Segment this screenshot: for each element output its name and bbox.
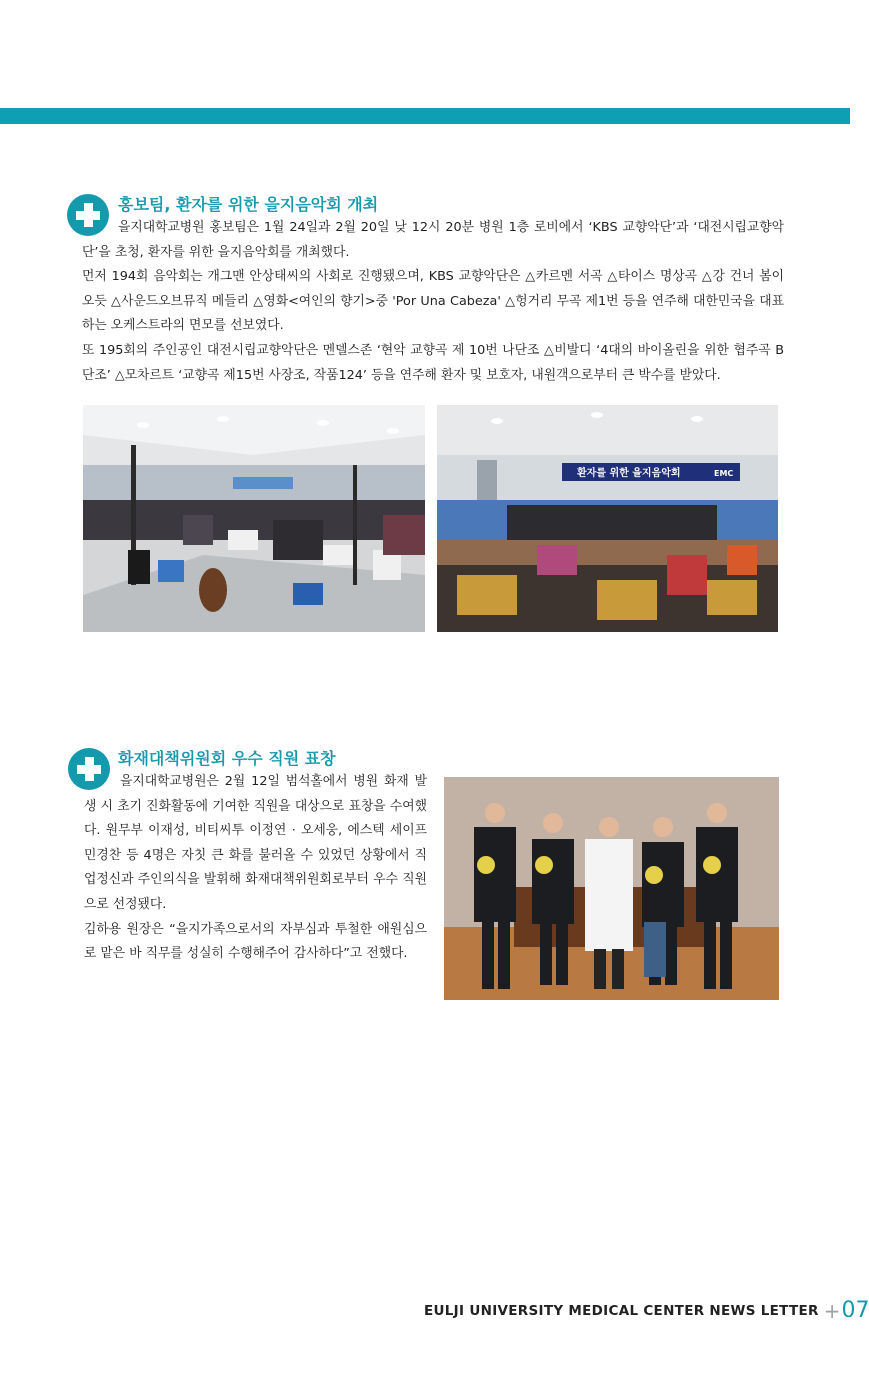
paragraph: 을지대학교병원 홍보팀은 1월 24일과 2월 20일 낮 12시 20분 병원 1층 로비에서 ‘KBS 교향악단’과 ‘대전시립교향악단’을 초청, 환자를 위한 을지음악회를 개최했다. <box>82 220 784 260</box>
concert-photo-banner <box>437 405 778 632</box>
section-title: 홍보팀, 환자를 위한 을지음악회 개최 <box>118 195 379 214</box>
paragraph: 또 195회의 주인공인 대전시립교향악단은 멘델스존 ‘현악 교향곡 제 10번 나단조 △비발디 ‘4대의 바이올린을 위한 협주곡 B단조’ △모차르트 ‘교향곡 제15번 사장조, 작품124’ 등을 연주해 환자 및 보호자, 내원객으로부터 큰 박수를 받았다. <box>82 342 784 383</box>
section-title: 화재대책위원회 우수 직원 표창 <box>118 749 336 768</box>
banner-logo: EMC <box>714 469 734 478</box>
concert-photo-lobby <box>83 405 425 632</box>
section-body <box>84 770 427 967</box>
footer <box>424 1298 869 1323</box>
paragraph: 을지대학교병원은 2월 12일 범석홀에서 병원 화재 발생 시 초기 진화활동에 기여한 직원을 대상으로 표창을 수여했다. 원무부 이재성, 비티씨투 이정연 · 오세웅, 에스텍 세이프 민경찬 등 4명은 자칫 큰 화를 불러올 수 있었던 상황에서 직업정신과 주인의식을 발휘해 화재대책위원회로부터 우수 직원으로 선정됐다. <box>84 774 427 912</box>
banner-text: 환자를 위한 을지음악회 <box>577 468 681 479</box>
footer-plus-icon: + <box>823 1298 841 1323</box>
award-ceremony-photo <box>444 777 779 1000</box>
section-body <box>82 216 784 388</box>
page-number: 07 <box>841 1298 869 1323</box>
newsletter-title: EULJI UNIVERSITY MEDICAL CENTER NEWS LETTER <box>424 1302 819 1319</box>
header-band <box>0 108 850 124</box>
paragraph: 먼저 194회 음악회는 개그맨 안상태씨의 사회로 진행됐으며, KBS 교향악단은 △카르멘 서곡 △타이스 명상곡 △강 건너 봄이 오듯 △사운드오브뮤직 메들리 △영화<여인의 향기>중 'Por Una Cabeza' △헝거리 무곡 제1번 등을 연주해 대한민국을 대표하는 오케스트라의 면모를 선보였다. <box>82 269 784 334</box>
paragraph: 김하용 원장은 “을지가족으로서의 자부심과 투철한 애원심으로 맡은 바 직무를 성실히 수행해주어 감사하다”고 전했다. <box>84 921 427 962</box>
